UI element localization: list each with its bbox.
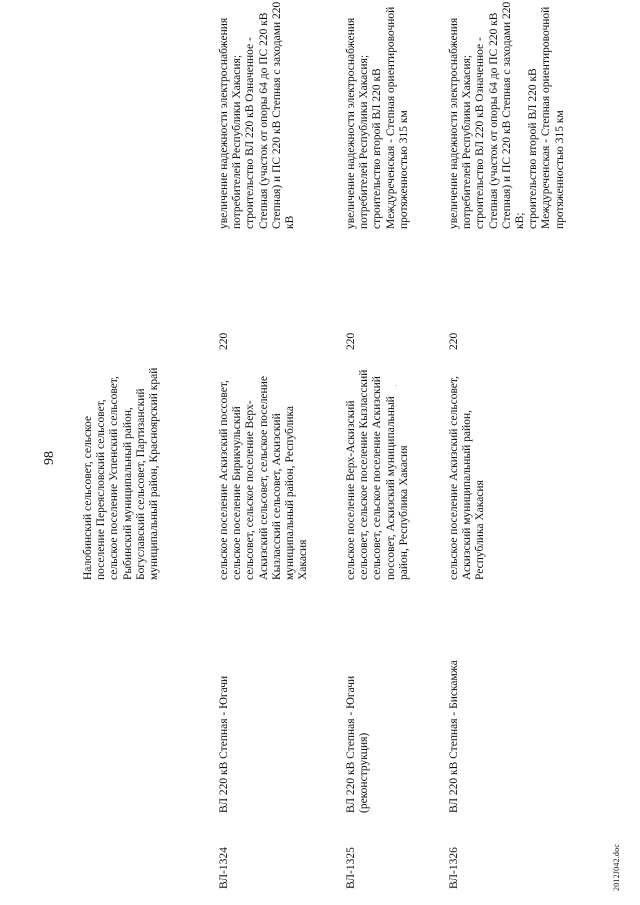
territory-cell: сельское поселение Аскизский сельсовет, Аскизский муниципальный район, Республика Хакасия — [448, 376, 487, 580]
voltage-cell: 220 — [345, 332, 357, 350]
purpose-cell: увеличение надежности электроснабжения потребителей Республики Хакасия; строительство второй ВЛ 220 кВ Междуреченская - Степная ориентировочной протяженностью 315 км — [345, 6, 410, 229]
territory-cell: сельское поселение Аскизский поссовет, сельское поселение Бирикчульский сельсовет, сельское поселение Верх-Аскизский сельсовет, сельское поселение Кызласский сельсовет, Аскизский муниципальный район, Республика Хакасия — [218, 376, 310, 580]
object-name-cell: ВЛ 220 кВ Степная - Бискамжа — [448, 660, 460, 813]
page-number: 98 — [42, 451, 57, 465]
territory-cell: Налобинский сельсовет, сельское поселение Переясловский сельсовет, сельское поселение Успенский сельсовет, Рыбинский муниципальный район, Богуславский сельсовет, Партизанский муниципальный район, Красноярский край — [82, 367, 161, 580]
voltage-cell: 220 — [218, 332, 230, 350]
territory-cell: сельское поселение Верх-Аскизский сельсовет, сельское поселение Кызласский сельсовет, сельское поселение Аскизский поссовет, Аскизский муниципальный район, Республика Хакасия — [345, 369, 410, 580]
voltage-cell: 220 — [448, 332, 460, 350]
stray-mark: · — [392, 384, 401, 387]
object-name-cell: ВЛ 220 кВ Степная - Югачи — [218, 675, 230, 813]
purpose-cell: увеличение надежности электроснабжения потребителей Республики Хакасия; строительство ВЛ 220 кВ Означенное - Степная (участок от опоры 64 до ПС 220 кВ Степная) и ПС 220 кВ Степная с заходами 220 кВ; строительство второй ВЛ 220 кВ Междуреченская - Степная ориентировочной протяженностью 315 км — [448, 1, 566, 229]
object-name-cell: ВЛ 220 кВ Степная - Югачи (реконструкция) — [345, 675, 371, 813]
object-code-cell: ВЛ-1326 — [448, 847, 460, 889]
object-code-cell: ВЛ-1324 — [218, 847, 230, 889]
object-code-cell: ВЛ-1325 — [345, 847, 357, 889]
document-filename: 2012J042.doc — [612, 843, 621, 891]
purpose-cell: увеличение надежности электроснабжения потребителей Республики Хакасия; строительство ВЛ 220 кВ Означенное - Степная (участок от опоры 64 до ПС 220 кВ Степная) и ПС 220 кВ Степная с заходами 220 кВ — [218, 1, 297, 229]
